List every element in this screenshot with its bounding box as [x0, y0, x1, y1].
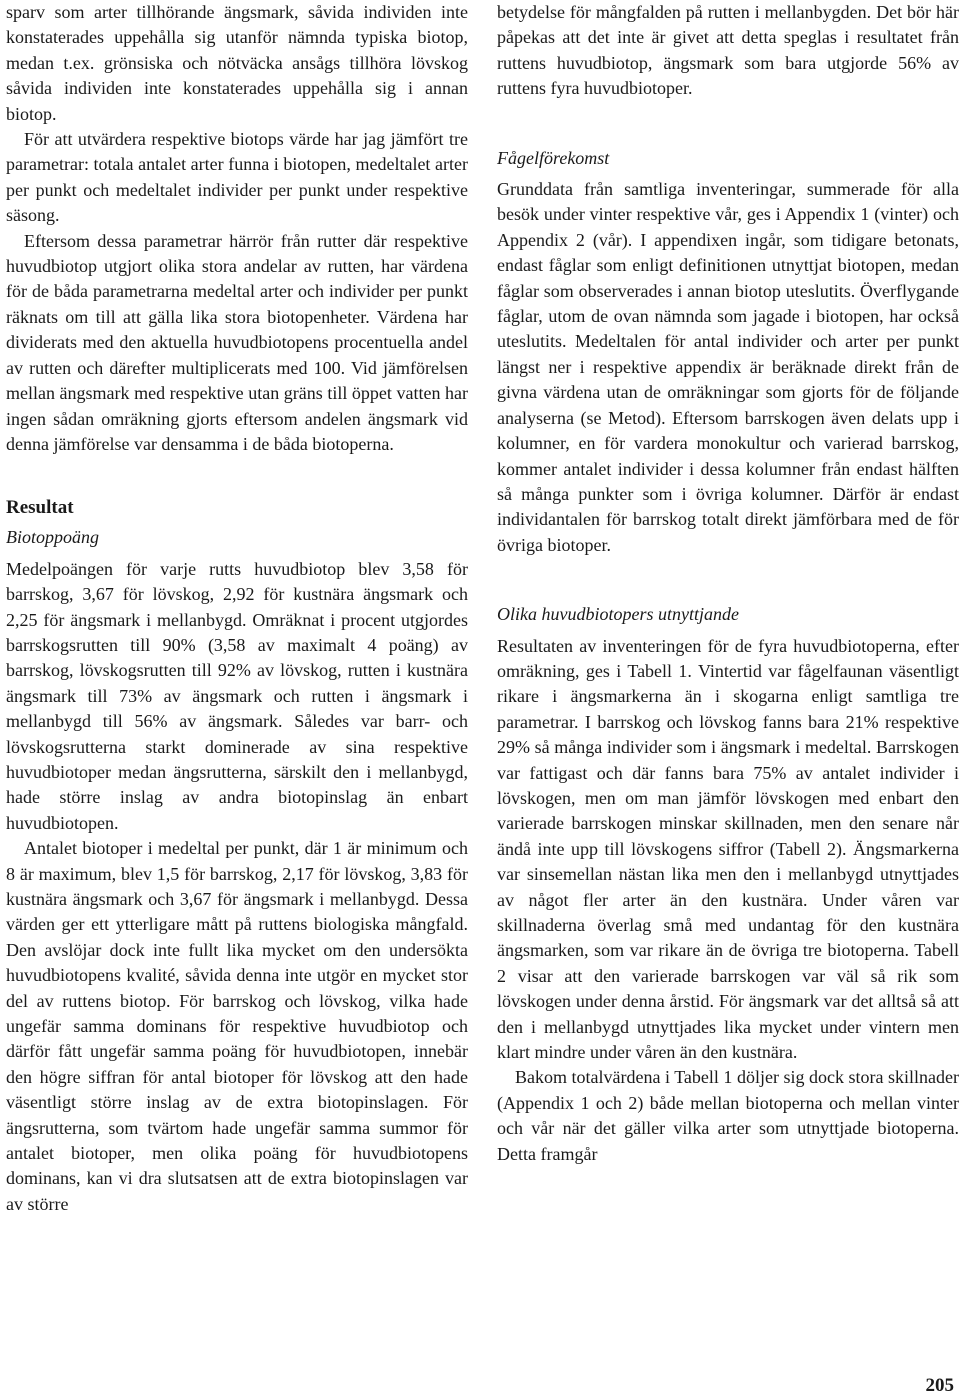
subsection-heading: Olika huvudbiotopers utnyttjande — [497, 604, 739, 625]
right-column — [497, 0, 959, 1167]
body-paragraph: Antalet biotoper i medeltal per punkt, där 1 är minimum och 8 är maximum, blev 1,5 för barrskog, 2,17 för lövskog, 3,83 för kustnära ängsmark och 3,67 för ängsmark i mellanbygd. Dessa värden ger ett ytterligare mått på ruttens biologiska mångfald. Den avslöjar dock inte fullt lika mycket om den undersökta huvudbiotopens kvalité, såvida denna inte utgör en mycket stor del av ruttens biotop. För barrskog och lövskog, vilka hade ungefär samma dominans för respektive huvudbiotop och därför fått ungefär samma poäng för huvudbiotopen, innebär den högre siffran för antal biotoper för lövskog att den hade väsentligt större inslag av de extra biotopinslagen. För ängsrutterna, som tvärtom hade ungefär samma summor för antalet biotoper, men olika poäng för huvudbiotopens dominans, kan vi dra slutsatsen att de extra biotopinslagen var av större — [6, 838, 468, 1214]
left-column — [6, 0, 468, 1217]
subsection-heading: Fågelförekomst — [497, 147, 610, 168]
section-heading: Resultat — [6, 497, 74, 519]
body-paragraph: Resultaten av inventeringen för de fyra huvudbiotoperna, efter omräkning, ges i Tabell 1. Vintertid var fågelfaunan väsentligt rikare i ängsmarkerna än i skogarna enligt samtliga tre parametrar. I barrskog och lövskog fanns bara 21% respektive 29% så många individer som i ängsmark i medeltal. Barrskogen var fattigast och där fanns bara 75% av antalet individer i lövskogen, men om man jämför lövskogen med enbart den varierade barrskogen minskar skillnaden, men den senare når ändå inte upp till lövskogens siffror (Tabell 2). Ängsmarkerna var sinsemellan nästan lika men den i mellanbygd utnyttjades av något fler arter än den kustnära. Under våren var skillnaderna överlag små med undantag för den kustnära ängsmarken, som var rikare än de övriga tre biotoperna. Tabell 2 visar att den varierade barrskogen var väl så rik som lövskogen under denna årstid. För ängsmark var det alltså så att den i mellanbygd utnyttjades lika mycket under vintern men klart mindre under våren än den kustnära. — [497, 635, 959, 1063]
body-paragraph: För att utvärdera respektive biotops värde har jag jämfört tre parametrar: totala antalet arter funna i biotopen, medeltalet arter per punkt och medeltalet individer per punkt under respektive säsong. — [6, 129, 468, 226]
page-number: 205 — [925, 1375, 954, 1396]
body-paragraph: Medelpoängen för varje rutts huvudbiotop blev 3,58 för barrskog, 3,67 för lövskog, 2,92 för kustnära ängsmark och 2,25 för ängsmark i mellanbygd. Omräknat i procent utgjordes barrskogsrutten till 90% (3,58 av maximalt 4 poäng) av barrskog, lövskogsrutten till 92% av lövskog, rutten i kustnära ängsmark till 73% av ängsmark och rutten i ängsmark i mellanbygd till 56% av ängsmark. Således var barr- och lövskogsrutterna starkt dominerade av sina respektive huvudbiotoper medan ängsrutterna, särskilt den i mellanbygd, hade större inslag av andra biotopinslag än enbart huvudbiotopen. — [6, 558, 468, 833]
body-paragraph: betydelse för mångfalden på rutten i mellanbygden. Det bör här påpekas att det inte är givet att detta speglas i resultatet från ruttens huvudbiotop, ängsmark som bara utgjorde 56% av ruttens fyra huvudbiotoper. — [497, 2, 959, 99]
body-paragraph: sparv som arter tillhörande ängsmark, såvida individen inte konstaterades uppehålla sig utanför nämnda typiska biotop, medan t.ex. grönsiska och nötväcka ansågs tillhöra lövskog såvida individen inte konstaterades uppehålla sig i annan biotop. — [6, 2, 468, 124]
body-paragraph: Eftersom dessa parametrar härrör från rutter där respektive huvudbiotop utgjort olika stora andelar av rutten, har värdena för de båda parametrarna medeltal arter och individer per punkt räknats om till att gälla lika stora biotopenheter. Värdena har dividerats med den aktuella huvudbiotopens procentuella andel av rutten och därefter multiplicerats med 100. Vid jämförelsen mellan ängsmark med respektive utan gräns till öppet vatten har ingen sådan omräkning gjorts eftersom andelen ängsmark vid denna jämförelse var densamma i de båda biotoperna. — [6, 230, 468, 454]
body-paragraph: Grunddata från samtliga inventeringar, summerade för alla besök under vinter respektive vår, ges i Appendix 1 (vinter) och Appendix 2 (vår). I appendixen ingår, som tidigare betonats, endast fåglar som enligt definitionen utnyttjat biotopen, medan fåglar som observerades i annan biotop uteslutits. Överflygande fåglar, utom de ovan nämnda som jagade i biotopen, har också uteslutits. Medeltalen för antal individer och arter per punkt längst ner i respektive appendix är beräknade direkt från de givna värdena utan de omräkningar som gjorts för de följande analyserna (se Metod). Eftersom barrskogen även delats upp i kolumner, en för vardera monokultur och varierad barrskog, kommer antalet individer i dessa kolumner från endast hälften så många punkter som i övriga kolumner. Därför är endast individantalen för barrskog totalt direkt jämförbara med de för övriga biotoper. — [497, 179, 959, 555]
body-paragraph: Bakom totalvärdena i Tabell 1 döljer sig dock stora skillnader (Appendix 1 och 2) både mellan biotoperna och mellan vinter och vår när det gäller vilka arter som utnyttjade biotoperna. Detta framgår — [497, 1067, 959, 1164]
subsection-heading: Biotoppoäng — [6, 527, 99, 548]
